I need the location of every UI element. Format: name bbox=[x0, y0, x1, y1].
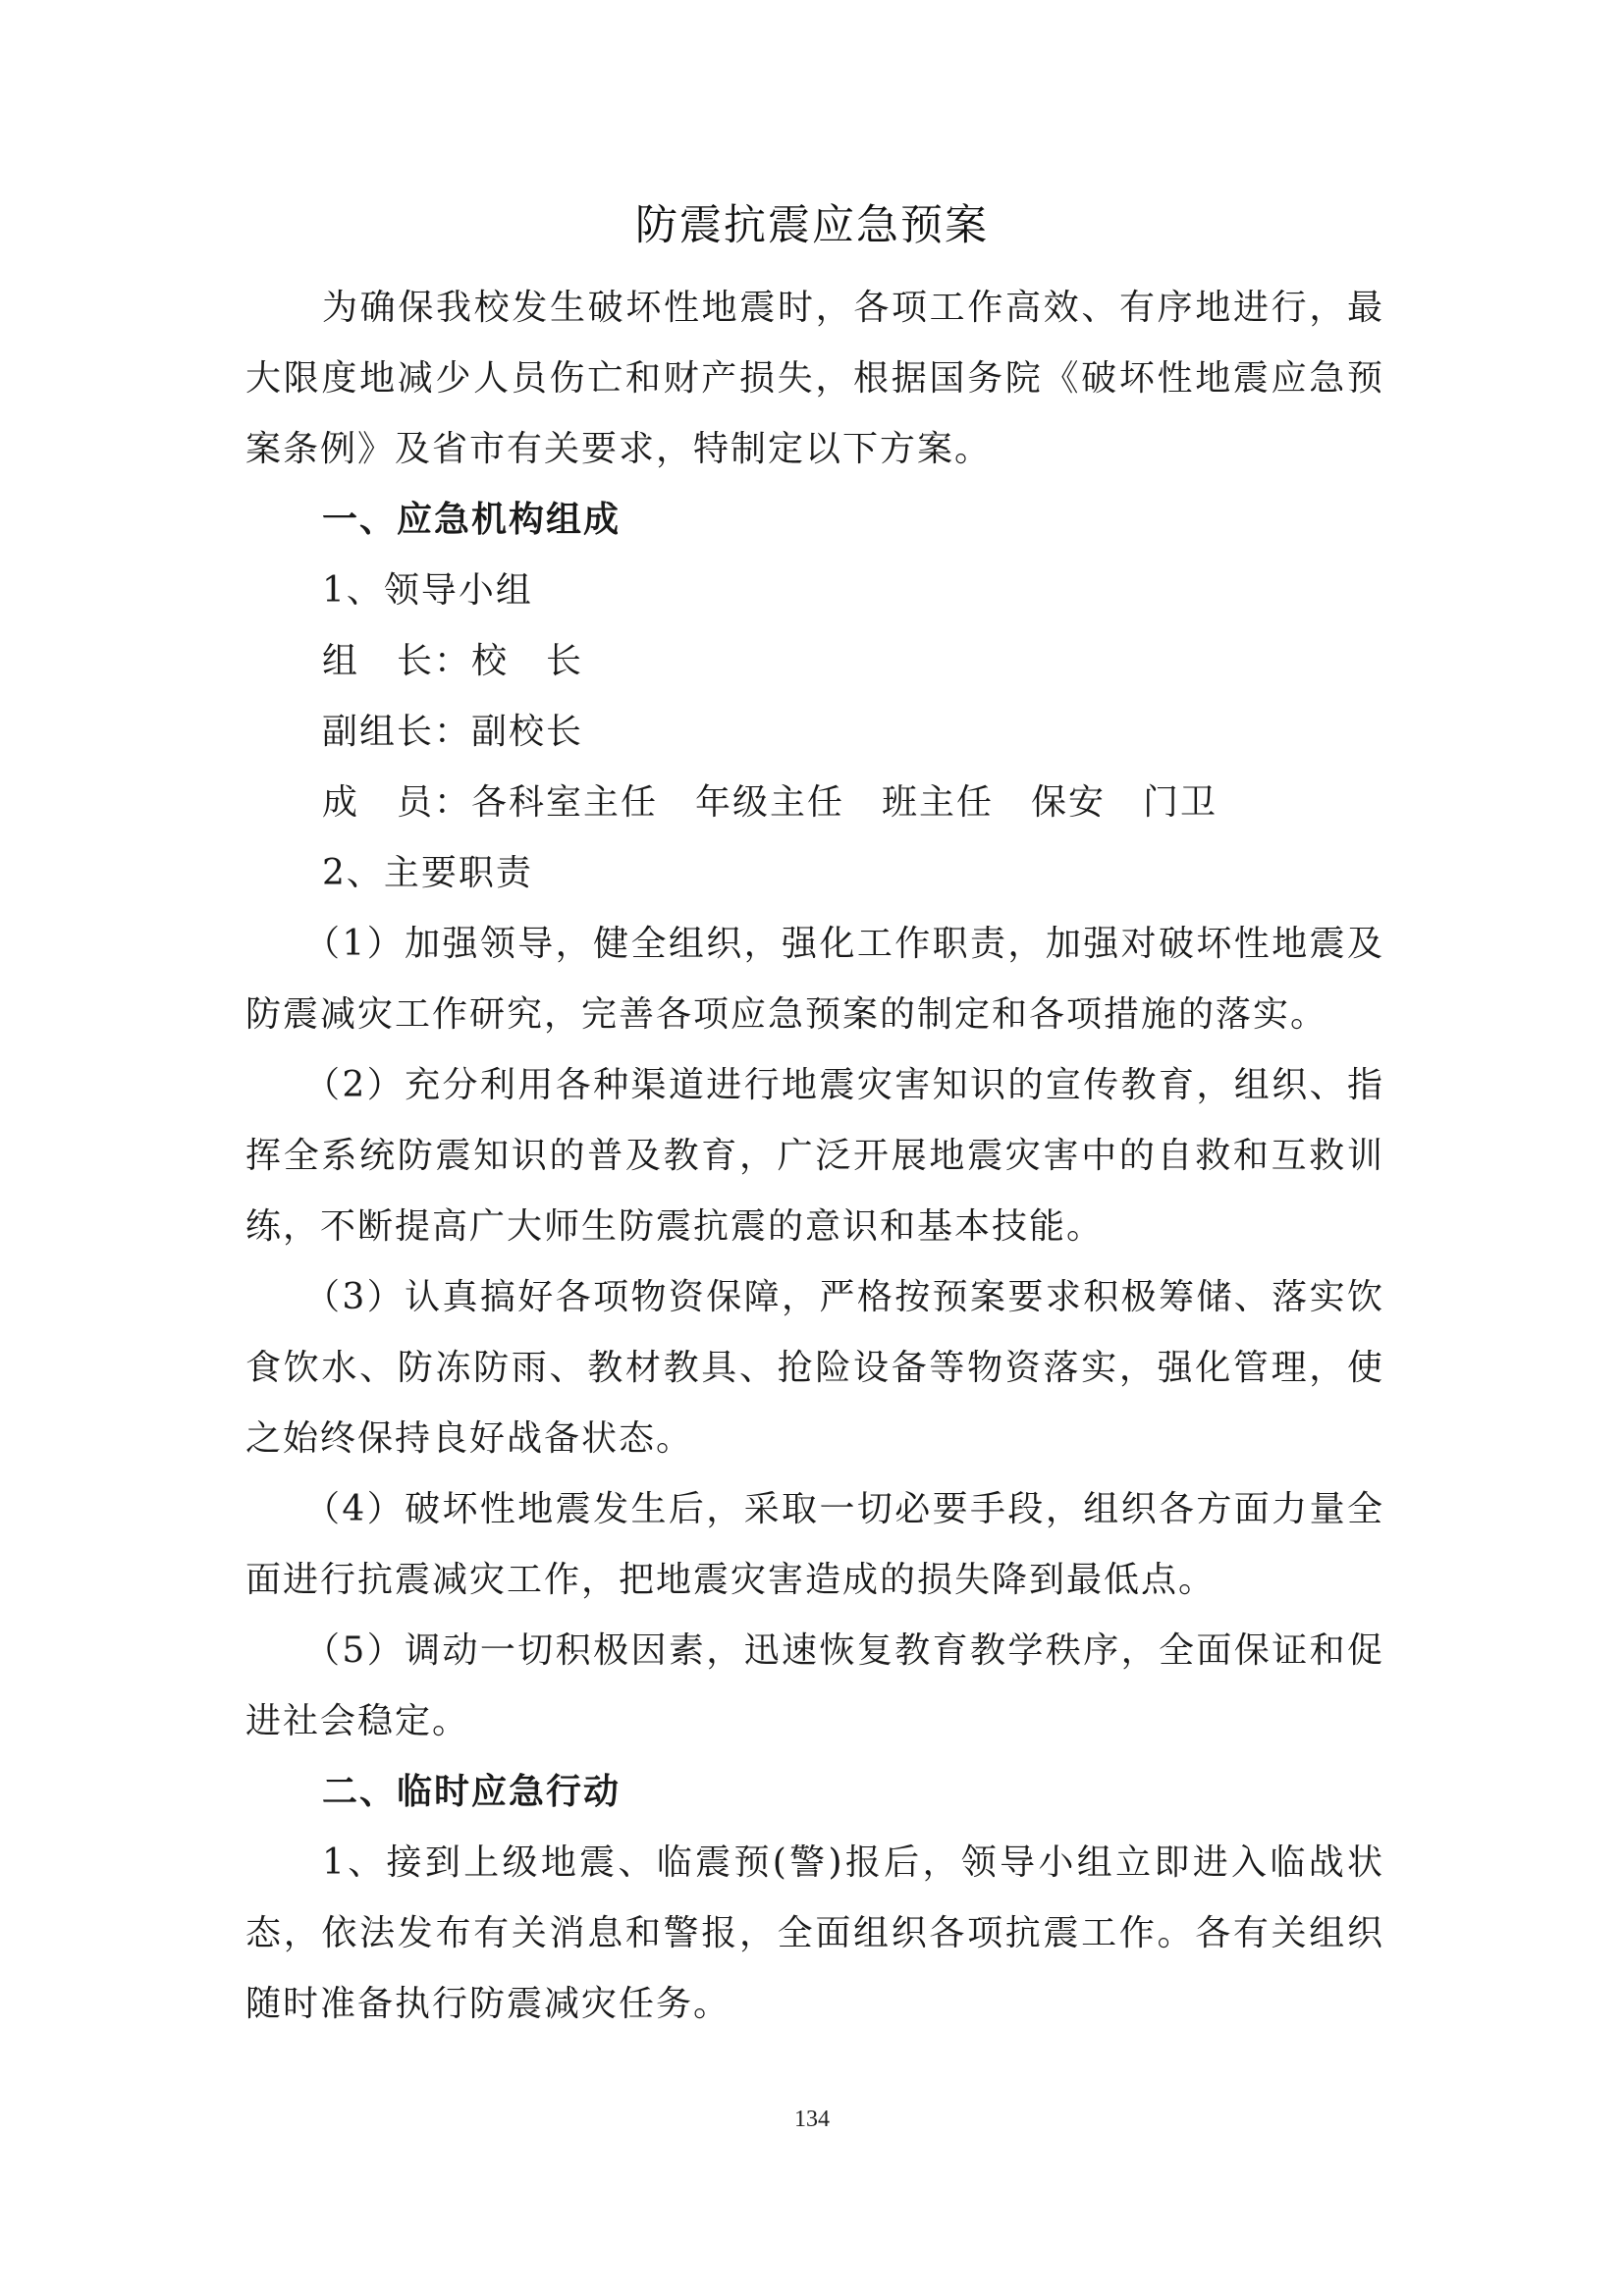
document-body bbox=[245, 273, 1384, 2040]
section-heading-2: 二、临时应急行动 bbox=[322, 1772, 622, 1812]
intro-paragraph: 为确保我校发生破坏性地震时，各项工作高效、有序地进行，最大限度地减少人员伤亡和财产损失，根据国务院《破坏性地震应急预案条例》及省市有关要求，特制定以下方案。 bbox=[245, 288, 1384, 469]
duty-item: （4）破坏性地震发生后，采取一切必要手段，组织各方面力量全面进行抗震减灾工作，把地震灾害造成的损失降到最低点。 bbox=[245, 1489, 1384, 1600]
leader-line: 组 长：校 长 bbox=[322, 641, 584, 681]
duty-item: （2）充分利用各种渠道进行地震灾害知识的宣传教育，组织、指挥全系统防震知识的普及教育，广泛开展地震灾害中的自救和互救训练，不断提高广大师生防震抗震的意识和基本技能。 bbox=[245, 1065, 1384, 1247]
members-line: 成 员：各科室主任 年级主任 班主任 保安 门卫 bbox=[322, 782, 1218, 823]
action-item: 1、接到上级地震、临震预(警)报后，领导小组立即进入临战状态，依法发布有关消息和警报，全面组织各项抗震工作。各有关组织随时准备执行防震减灾任务。 bbox=[245, 1842, 1384, 2024]
deputy-line: 副组长：副校长 bbox=[322, 712, 584, 752]
section-heading-1: 一、应急机构组成 bbox=[322, 500, 622, 540]
duty-item: （5）调动一切积极因素，迅速恢复教育教学秩序，全面保证和促进社会稳定。 bbox=[245, 1630, 1384, 1741]
document-title: 防震抗震应急预案 bbox=[635, 201, 989, 250]
duty-item: （1）加强领导，健全组织，强化工作职责，加强对破坏性地震及防震减灾工作研究，完善各项应急预案的制定和各项措施的落实。 bbox=[245, 924, 1384, 1035]
page-number: 134 bbox=[794, 2107, 830, 2132]
duty-item: （3）认真搞好各项物资保障，严格按预案要求积极筹储、落实饮食饮水、防冻防雨、教材教具、抢险设备等物资落实，强化管理，使之始终保持良好战备状态。 bbox=[245, 1277, 1384, 1459]
subsection-leadership-group: 1、领导小组 bbox=[322, 570, 533, 611]
subsection-main-duties: 2、主要职责 bbox=[322, 853, 533, 893]
